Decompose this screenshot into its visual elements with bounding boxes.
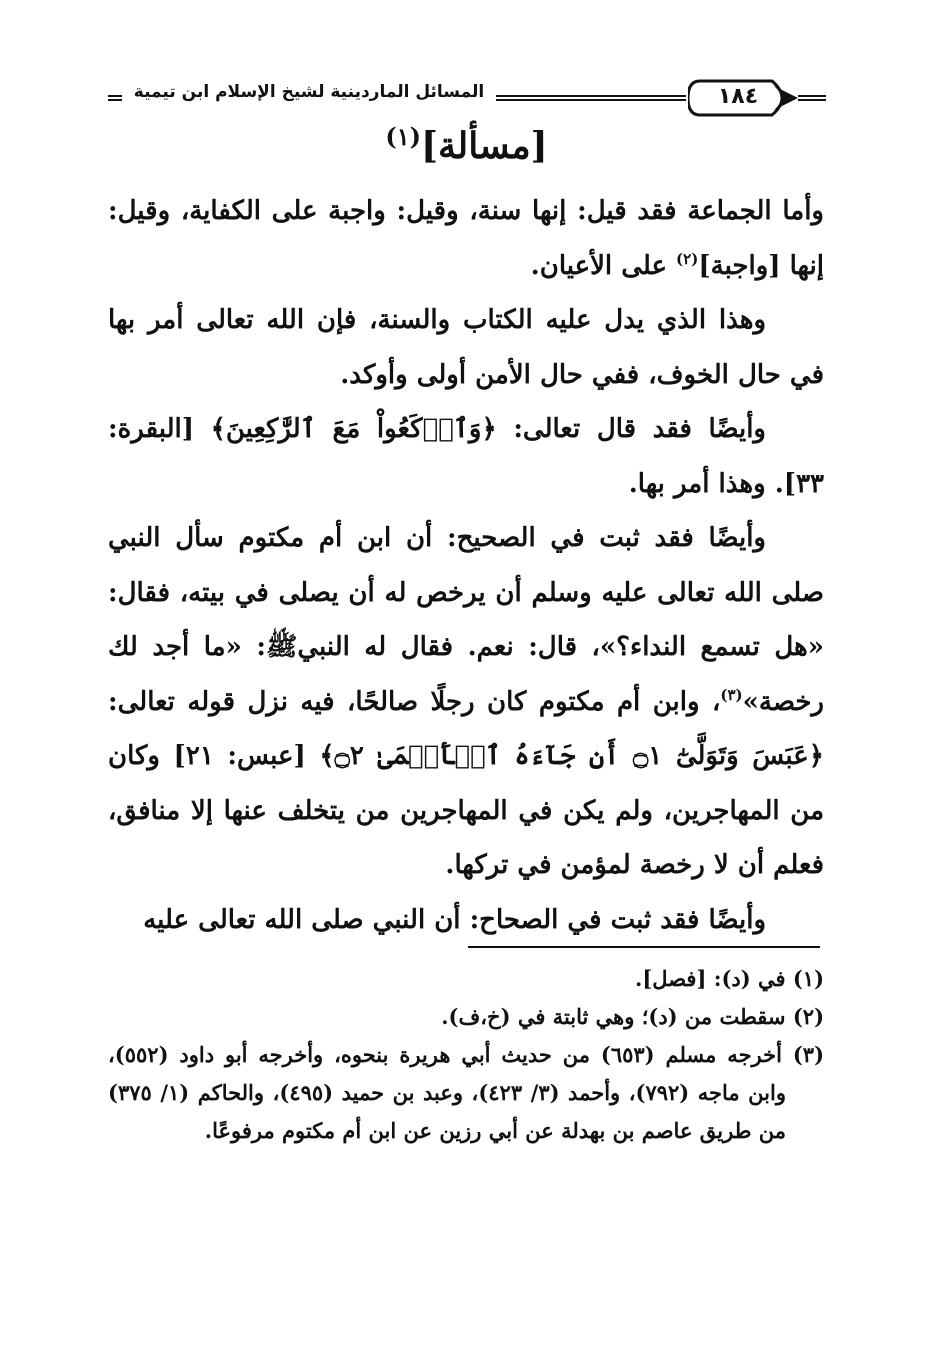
page-number-badge bbox=[688, 78, 798, 118]
paragraph-1-text-a: وأما الجماعة فقد قيل: إنها سنة، وقيل: واجبة على الكفاية، وقيل: إنها [واجبة] bbox=[108, 196, 824, 281]
footnote-1: (١) في (د): [فصل]. bbox=[635, 966, 824, 991]
footnote-2: (٢) سقطت من (د)؛ وهي ثابتة في (خ،ف). bbox=[441, 1004, 824, 1029]
footnote-3: (٣) أخرجه مسلم (٦٥٣) من حديث أبي هريرة بنحوه، وأخرجه أبو داود (٥٥٢)، وابن ماجه (٧٩٢)، وأحمد (٣/ ٤٢٣)، وعبد بن حميد (٤٩٥)، والحاكم (١/ ٣٧٥) من طريق عاصم بن بهدلة عن أبي رزين عن ابن أم مكتوم مرفوعًا. bbox=[108, 1042, 824, 1143]
paragraph-1-text-b: على الأعيان. bbox=[530, 250, 677, 281]
header-rule-middle bbox=[496, 95, 686, 101]
paragraph-3: وأيضًا فقد قال تعالى: ﴿وَٱرۡكَعُواْ مَعَ ٱلرَّٰكِعِينَ﴾ [البقرة: ٣٣]. وهذا أمر بها. bbox=[108, 414, 824, 499]
header-rule-right bbox=[798, 95, 826, 101]
paragraph-4-text-b: ، وابن أم مكتوم كان رجلًا صالحًا، فيه نزل قوله تعالى: ﴿عَبَسَ وَتَوَلَّىٰٓ ۝١ أَن جَآءَهُ ٱلۡأَعۡمَىٰ ۝٢﴾ [عبس: ٢١] وكان من المهاجرين، ولم يكن في المهاجرين من يتخلف عنها إلا منافق، فعلم أن لا رخصة لمؤمن في تركها. bbox=[108, 686, 824, 880]
section-title-text: [مسألة] bbox=[420, 125, 548, 167]
paragraph-4-text-a: وأيضًا فقد ثبت في الصحيح: أن ابن أم مكتوم سأل النبي صلى الله تعالى عليه وسلم أن يرخص له أن يصلى في بيته، فقال: «هل تسمع النداء؟»، قال: نعم. فقال له النبيﷺ: «ما أجد لك رخصة» bbox=[108, 523, 824, 717]
paragraph-1 bbox=[108, 184, 824, 293]
running-title: المسائل الماردينية لشيخ الإسلام ابن تيمية bbox=[133, 82, 485, 102]
running-header bbox=[108, 78, 826, 118]
section-title bbox=[200, 122, 733, 167]
paragraph-2: وهذا الذي يدل عليه الكتاب والسنة، فإن الله تعالى أمر بها في حال الخوف، ففي حال الأمن أولى وأوكد. bbox=[108, 305, 824, 390]
footnote-ref-3: (٣) bbox=[720, 685, 743, 704]
footnote-ref-2: (٢) bbox=[676, 249, 699, 268]
footnote-separator bbox=[468, 946, 820, 948]
header-rule-left bbox=[108, 95, 122, 101]
footnotes bbox=[108, 960, 824, 1150]
body-text bbox=[108, 184, 824, 947]
paragraph-4 bbox=[108, 511, 824, 893]
section-title-note-ref: (١) bbox=[385, 122, 421, 151]
paragraph-5: وأيضًا فقد ثبت في الصحاح: أن النبي صلى الله تعالى عليه bbox=[143, 904, 766, 935]
page-number: ١٨٤ bbox=[717, 84, 759, 109]
